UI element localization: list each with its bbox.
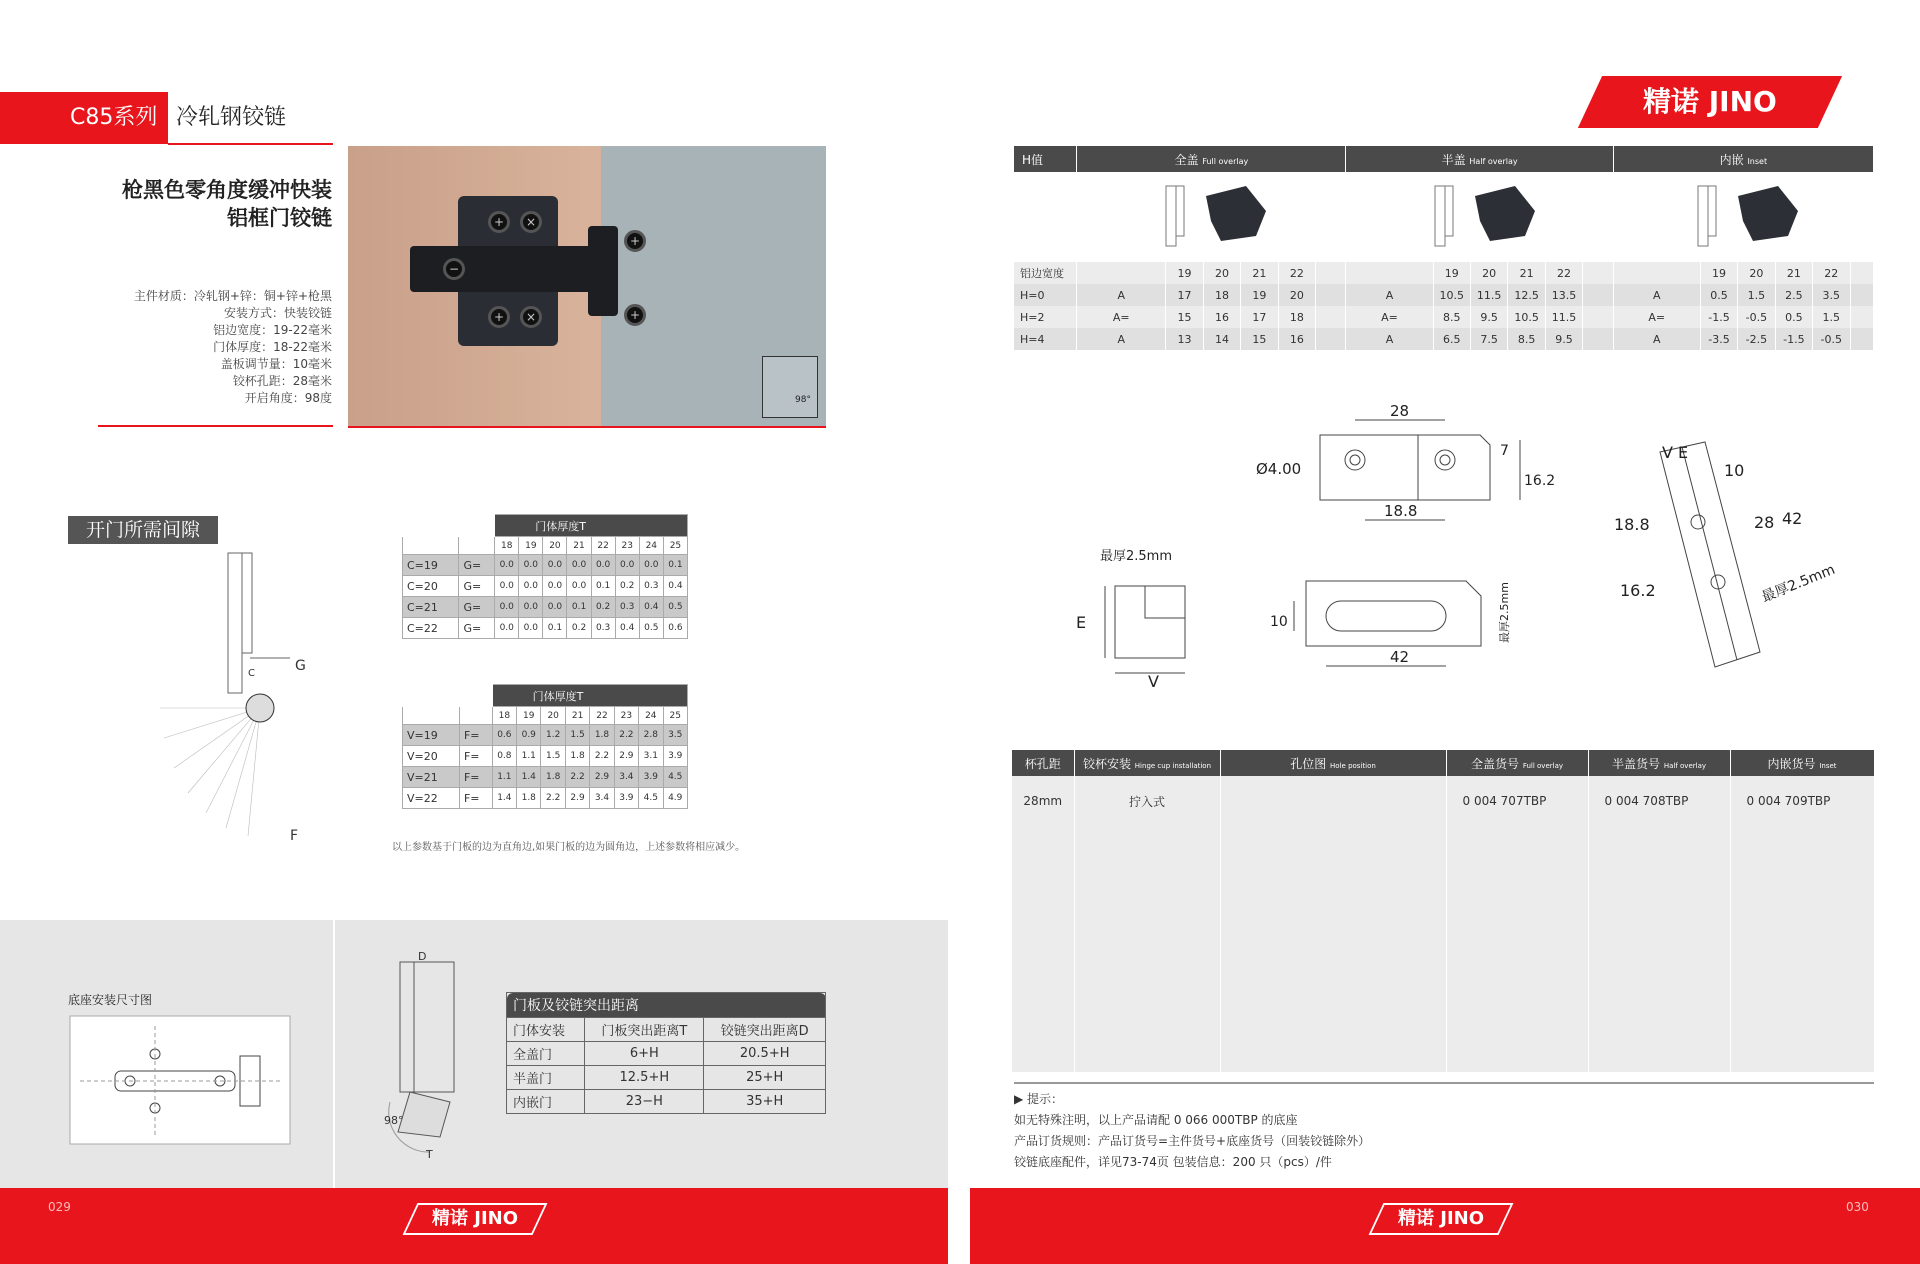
table-cell: 18 <box>1278 306 1315 328</box>
group-name: 全盖 <box>1174 152 1199 167</box>
table-cell: 11.5 <box>1470 284 1507 306</box>
table-cell: 3.9 <box>639 767 663 788</box>
tips-title: ▶ 提示： <box>1014 1092 1064 1106</box>
col-header: 19 <box>1166 262 1203 284</box>
table-cell: 3.4 <box>590 788 614 809</box>
dim-slot-thick: 最厚2.5mm <box>1498 582 1511 643</box>
table-cell: 0.0 <box>543 555 567 576</box>
table-cell: 17 <box>1241 306 1278 328</box>
table-cell: 0.5 <box>1700 284 1737 306</box>
cup-hole-drawing <box>1250 400 1556 530</box>
table-cell: 0.4 <box>663 576 687 597</box>
table-cell: 0.5 <box>663 597 687 618</box>
spec-line: 主件材质：冷轧钢+锌：铜+锌+枪黑 <box>133 289 332 303</box>
slot-outline <box>1294 581 1481 666</box>
spec-line: 铝边宽度：19-22毫米 <box>213 323 332 337</box>
dim-r-thick: 最厚2.5mm <box>1759 561 1838 606</box>
table-cell: 0.0 <box>591 555 615 576</box>
group-name: 半盖 <box>1441 152 1466 167</box>
protrusion-table <box>506 992 826 1114</box>
dim-18-8: 18.8 <box>1384 502 1418 520</box>
footer-logo-text: 精诺 JINO <box>431 1208 519 1229</box>
table-cell: 0.5 <box>1775 306 1812 328</box>
gap-diagram <box>150 548 320 848</box>
label-d: D <box>418 950 427 963</box>
col-header: 23 <box>615 537 639 555</box>
table-cell: 12.5 <box>1508 284 1545 306</box>
table-cell: A= <box>1346 306 1433 328</box>
table-cell: 16 <box>1278 328 1315 350</box>
table-cell: 1.8 <box>517 788 541 809</box>
screw-icon: + <box>624 304 646 326</box>
table-cell: 2.9 <box>590 767 614 788</box>
table-cell: C=19 <box>403 555 459 576</box>
label-t: T <box>426 1148 433 1161</box>
table-cell: 18 <box>1203 284 1240 306</box>
table-cell: C=21 <box>403 597 459 618</box>
table-cell: 10.5 <box>1508 306 1545 328</box>
dim-r10: 10 <box>1724 461 1745 480</box>
table-cell: A= <box>1077 306 1166 328</box>
col-header <box>1012 750 1074 776</box>
table-cell: 0.0 <box>543 597 567 618</box>
group-name-en: Half overlay <box>1469 156 1518 166</box>
col-header <box>1730 750 1874 776</box>
gap-section-title: 开门所需间隙 <box>68 516 218 544</box>
table-cell: 2.9 <box>565 788 589 809</box>
table-cell: 拧入式 <box>1074 776 1220 826</box>
hinge-plate <box>588 226 618 316</box>
table-cell: A <box>1077 328 1166 350</box>
angled-plate-drawing <box>1610 432 1850 672</box>
page-number: 030 <box>1846 1200 1869 1214</box>
label-angle: 98° <box>384 1114 404 1127</box>
tips-block <box>1014 1089 1874 1173</box>
row-label: H=0 <box>1014 284 1077 306</box>
tip-line: 产品订货规则：产品订货号=主件货号+底座货号（回装铰链除外） <box>1014 1134 1371 1148</box>
table-cell: 0.3 <box>615 597 639 618</box>
table-cell: 16 <box>1203 306 1240 328</box>
table-cell: 1.5 <box>1738 284 1775 306</box>
spec-line: 开启角度：98度 <box>244 391 332 405</box>
table-cell: A <box>1613 328 1700 350</box>
col-header <box>1074 750 1220 776</box>
table-cell: 内嵌门 <box>507 1090 585 1114</box>
col-header: 25 <box>663 537 687 555</box>
table-cell: 0 004 709TBP <box>1730 776 1874 826</box>
table-cell <box>1220 776 1446 826</box>
col-header <box>1446 750 1588 776</box>
table-cell: 20 <box>1278 284 1315 306</box>
table-cell: -3.5 <box>1700 328 1737 350</box>
row-label: 铝边宽度 <box>1014 262 1077 284</box>
table-cell: 1.2 <box>541 725 565 746</box>
dim-ve: V E <box>1662 443 1689 462</box>
col-header: 24 <box>639 707 663 725</box>
series-label: C85系列 <box>70 105 158 130</box>
table-cell: 2.5 <box>1775 284 1812 306</box>
group-name: 内嵌 <box>1719 152 1744 167</box>
dim-min-thick: 最厚2.5mm <box>1100 549 1173 564</box>
table-cell: 4.5 <box>639 788 663 809</box>
table-cell: 0.0 <box>519 618 543 639</box>
table-cell: 0.1 <box>591 576 615 597</box>
table-cell: 0 004 707TBP <box>1446 776 1588 826</box>
table-cell: G= <box>459 576 495 597</box>
table-cell: 0.0 <box>519 576 543 597</box>
col-header: 19 <box>1433 262 1470 284</box>
cabinet-outline <box>400 962 454 1092</box>
opening-angle-badge: 98° <box>762 356 818 418</box>
table-cell: 11.5 <box>1545 306 1582 328</box>
gap-label-f: F <box>290 828 299 844</box>
col-header: 20 <box>1738 262 1775 284</box>
full-overlay-illustration <box>1077 172 1346 262</box>
table-cell: 9.5 <box>1470 306 1507 328</box>
table-cell: F= <box>459 725 492 746</box>
table-cell: -0.5 <box>1738 306 1775 328</box>
spec-underline <box>98 425 333 427</box>
product-table <box>1012 750 1875 1072</box>
footer-logo-text: 精诺 JINO <box>1397 1208 1485 1229</box>
h-label: H值 <box>1014 146 1077 172</box>
gap-label-g: G <box>295 658 306 674</box>
col-header: 21 <box>1508 262 1545 284</box>
table-cell: F= <box>459 746 492 767</box>
col-header: 18 <box>492 707 516 725</box>
table-cell: G= <box>459 618 495 639</box>
table-cell: 1.1 <box>517 746 541 767</box>
table-cell: 1.4 <box>492 788 516 809</box>
col-header: 20 <box>1470 262 1507 284</box>
table-cell: 0 004 708TBP <box>1588 776 1730 826</box>
table-cell: 0.0 <box>495 555 519 576</box>
screw-icon: + <box>624 230 646 252</box>
screw-icon: × <box>520 306 542 328</box>
header-en: Full overlay <box>1522 761 1564 770</box>
hinge-pivot <box>246 694 274 722</box>
spec-line: 安装方式：快装铰链 <box>223 306 332 320</box>
table-cell: 9.5 <box>1545 328 1582 350</box>
protrusion-diagram <box>370 952 490 1162</box>
dim-e: E <box>1076 613 1087 632</box>
page-number: 029 <box>48 1200 71 1214</box>
table-cell: 0.1 <box>543 618 567 639</box>
table-cell: 15 <box>1241 328 1278 350</box>
dim-r16-2: 16.2 <box>1620 581 1656 600</box>
dim-r28: 28 <box>1754 513 1775 532</box>
brand-logo <box>1578 76 1842 128</box>
table-cell: 0.4 <box>639 597 663 618</box>
table-cell: 6+H <box>585 1042 704 1066</box>
sweep-lines <box>160 708 260 836</box>
table-cell: 1.8 <box>541 767 565 788</box>
table-cell: 3.5 <box>1813 284 1850 306</box>
col-header: 24 <box>639 537 663 555</box>
table-cell: 0.4 <box>615 618 639 639</box>
col-header: 22 <box>590 707 614 725</box>
table-cell: 0.3 <box>639 576 663 597</box>
profile-outline <box>1105 586 1185 673</box>
col-header: 25 <box>663 707 688 725</box>
table-cell: 1.8 <box>565 746 589 767</box>
table-cell: C=20 <box>403 576 459 597</box>
table-cell: F= <box>459 788 492 809</box>
screw-icon: + <box>488 306 510 328</box>
plate-outline <box>1320 420 1520 520</box>
table-header: 门体厚度T <box>492 685 687 707</box>
screw-icon: − <box>443 258 465 280</box>
table-cell: 0.2 <box>567 618 591 639</box>
table-cell: 17 <box>1166 284 1203 306</box>
header-en: Inset <box>1819 761 1837 770</box>
table-cell: 3.5 <box>663 725 688 746</box>
table-cell: 1.5 <box>541 746 565 767</box>
table-cell: 20.5+H <box>704 1042 826 1066</box>
header-en: Hole position <box>1330 761 1376 770</box>
table-cell: 0.0 <box>615 555 639 576</box>
table-cell: 4.9 <box>663 788 688 809</box>
table-cell: 14 <box>1203 328 1240 350</box>
col-header: 21 <box>1241 262 1278 284</box>
table-cell: 2.8 <box>639 725 663 746</box>
group-header-half <box>1346 146 1613 172</box>
dim-r42: 42 <box>1782 509 1803 528</box>
table-cell: A <box>1613 284 1700 306</box>
screw-icon: × <box>520 211 542 233</box>
col-header <box>1220 750 1446 776</box>
table-cell: 1.5 <box>1813 306 1850 328</box>
photo-underline <box>348 426 826 428</box>
group-header-full <box>1077 146 1346 172</box>
header-cn: 半盖货号 <box>1611 756 1660 771</box>
product-title-2: 铝框门铰链 <box>227 206 332 230</box>
spec-block <box>90 176 332 407</box>
table-cell: G= <box>459 597 495 618</box>
table-cell: 0.0 <box>567 576 591 597</box>
group-name-en: Full overlay <box>1202 156 1249 166</box>
table-cell: V=19 <box>403 725 460 746</box>
base-dim-title: 底座安装尺寸图 <box>68 993 153 1007</box>
table-cell: 1.4 <box>517 767 541 788</box>
gap-label-c: C <box>248 668 255 679</box>
table-cell: 全盖门 <box>507 1042 585 1066</box>
table-cell: -1.5 <box>1775 328 1812 350</box>
dim-28: 28 <box>1390 402 1410 420</box>
footer-logo <box>403 1203 548 1235</box>
table-cell: 0.0 <box>543 576 567 597</box>
table-cell: 8.5 <box>1508 328 1545 350</box>
table-cell: 2.2 <box>590 746 614 767</box>
col-header: 19 <box>519 537 543 555</box>
table-cell: C=22 <box>403 618 459 639</box>
col-header: 19 <box>1700 262 1737 284</box>
table-cell: 13.5 <box>1545 284 1582 306</box>
dim-10: 10 <box>1270 614 1288 630</box>
table-cell: 0.6 <box>492 725 516 746</box>
group-name-en: Inset <box>1747 156 1768 166</box>
col-header: 20 <box>541 707 565 725</box>
col-header: 铰链突出距离D <box>704 1018 826 1042</box>
band-divider <box>333 920 335 1188</box>
table-cell: 0.1 <box>567 597 591 618</box>
table-cell: 2.2 <box>541 788 565 809</box>
table-cell: 1.8 <box>590 725 614 746</box>
header-en: Half overlay <box>1663 761 1707 770</box>
table-cell: 0.5 <box>639 618 663 639</box>
angled-plate-outline <box>1660 442 1760 667</box>
table-cell: 23−H <box>585 1090 704 1114</box>
dim-r18-8: 18.8 <box>1614 515 1650 534</box>
screw-icon: + <box>488 211 510 233</box>
table-cell: 0.2 <box>615 576 639 597</box>
dim-16-2: 16.2 <box>1524 473 1556 489</box>
table-cell: 1.1 <box>492 767 516 788</box>
table-cell: 6.5 <box>1433 328 1470 350</box>
col-header: 门体安装 <box>507 1018 585 1042</box>
table-cell: A= <box>1613 306 1700 328</box>
spec-line: 盖板调节量：10毫米 <box>220 357 332 371</box>
base-dimension-drawing <box>70 1016 290 1146</box>
table-cell: 半盖门 <box>507 1066 585 1090</box>
dim-dia4: Ø4.00 <box>1256 460 1302 478</box>
group-header-inset <box>1613 146 1873 172</box>
table-cell: 0.0 <box>519 555 543 576</box>
table-cell: -1.5 <box>1700 306 1737 328</box>
col-header <box>1588 750 1730 776</box>
table-cell: A <box>1346 284 1433 306</box>
table-cell: 2.2 <box>565 767 589 788</box>
table-cell: 25+H <box>704 1066 826 1090</box>
drawing-frame <box>70 1016 290 1144</box>
table-cell: 2.2 <box>614 725 638 746</box>
table-row <box>1012 776 1874 826</box>
product-type: 冷轧钢铰链 <box>176 105 287 130</box>
col-header: 21 <box>567 537 591 555</box>
col-header: 门板突出距离T <box>585 1018 704 1042</box>
col-header: 19 <box>517 707 541 725</box>
col-header: 22 <box>1545 262 1582 284</box>
gap-note: 以上参数基于门板的边为直角边,如果门板的边为圆角边，上述参数将相应减少。 <box>392 842 746 853</box>
table-header: 门体厚度T <box>495 515 688 537</box>
left-header-bar <box>0 92 168 144</box>
table-cell: V=21 <box>403 767 460 788</box>
table-cell: 7.5 <box>1470 328 1507 350</box>
col-header: 22 <box>1813 262 1850 284</box>
footer-logo <box>1369 1203 1514 1235</box>
tip-line: 如无特殊注明，以上产品请配 0 066 000TBP 的底座 <box>1014 1113 1298 1127</box>
table-cell: -0.5 <box>1813 328 1850 350</box>
table-cell: F= <box>459 767 492 788</box>
table-cell: 0.0 <box>495 597 519 618</box>
table-cell: V=22 <box>403 788 460 809</box>
table-cell: A <box>1346 328 1433 350</box>
table-cell: G= <box>459 555 495 576</box>
spec-line: 门体厚度：18-22毫米 <box>213 340 332 354</box>
product-title-1: 枪黑色零角度缓冲快装 <box>122 178 332 202</box>
table-cell: 4.5 <box>663 767 688 788</box>
table-cell: 3.1 <box>639 746 663 767</box>
h-value-table <box>1014 146 1874 350</box>
table-cell: 0.0 <box>639 555 663 576</box>
table-cell: 8.5 <box>1433 306 1470 328</box>
table-cell: 0.0 <box>567 555 591 576</box>
dim-v: V <box>1148 672 1159 691</box>
table-cell: 0.8 <box>492 746 516 767</box>
table-bottom-rule <box>1014 1082 1874 1084</box>
header-cn: 内嵌货号 <box>1767 756 1816 771</box>
table-cell: 3.9 <box>614 788 638 809</box>
dim-42: 42 <box>1390 648 1410 666</box>
table-cell: 12.5+H <box>585 1066 704 1090</box>
table-cell: V=20 <box>403 746 460 767</box>
table-cell: 10.5 <box>1433 284 1470 306</box>
table-cell: 0.3 <box>591 618 615 639</box>
col-header: 22 <box>1278 262 1315 284</box>
table-cell: 0.9 <box>517 725 541 746</box>
table-cell: 35+H <box>704 1090 826 1114</box>
slot-drawing <box>1266 566 1526 676</box>
table-cell: 2.9 <box>614 746 638 767</box>
header-cn: 铰杯安装 <box>1082 756 1131 771</box>
table-cell: 3.4 <box>614 767 638 788</box>
col-header: 20 <box>1203 262 1240 284</box>
col-header: 22 <box>591 537 615 555</box>
table-cell: A <box>1077 284 1166 306</box>
table-cell: 19 <box>1241 284 1278 306</box>
col-header: 21 <box>565 707 589 725</box>
col-header: 18 <box>495 537 519 555</box>
profile-ev-drawing <box>1070 548 1210 691</box>
spec-line: 铰杯孔距：28毫米 <box>232 374 332 388</box>
table-cell: 0.0 <box>495 618 519 639</box>
table-caption: 门板及铰链突出距离 <box>507 993 826 1018</box>
product-photo <box>348 146 826 428</box>
table-cell: 0.0 <box>519 597 543 618</box>
gap-table-c <box>402 514 688 639</box>
table-cell: 0.6 <box>663 618 687 639</box>
row-label: H=4 <box>1014 328 1077 350</box>
half-overlay-illustration <box>1346 172 1613 262</box>
col-header: 21 <box>1775 262 1812 284</box>
table-cell: 0.1 <box>663 555 687 576</box>
tip-line: 铰链底座配件，详见73-74页 包装信息：200 只（pcs）/件 <box>1014 1155 1332 1169</box>
table-cell: -2.5 <box>1738 328 1775 350</box>
col-header: 23 <box>614 707 638 725</box>
table-cell: 1.5 <box>565 725 589 746</box>
row-label: H=2 <box>1014 306 1077 328</box>
header-cn: 全盖货号 <box>1470 756 1519 771</box>
table-cell: 3.9 <box>663 746 688 767</box>
col-header: 20 <box>543 537 567 555</box>
brand-logo-text: 精诺 JINO <box>1643 85 1777 118</box>
table-cell: 13 <box>1166 328 1203 350</box>
open-door <box>398 1092 450 1137</box>
table-cell: 0.0 <box>495 576 519 597</box>
header-en: Hinge cup installation <box>1134 761 1212 770</box>
header-cn: 杯孔距 <box>1024 756 1061 771</box>
door-outline <box>228 553 290 693</box>
table-cell: 15 <box>1166 306 1203 328</box>
inset-illustration <box>1613 172 1873 262</box>
hinge-arm <box>410 246 606 292</box>
dim-7: 7 <box>1500 443 1509 459</box>
gap-table-v <box>402 684 688 809</box>
header-cn: 孔位图 <box>1290 756 1327 771</box>
table-cell: 0.2 <box>591 597 615 618</box>
table-cell: 28mm <box>1012 776 1074 826</box>
